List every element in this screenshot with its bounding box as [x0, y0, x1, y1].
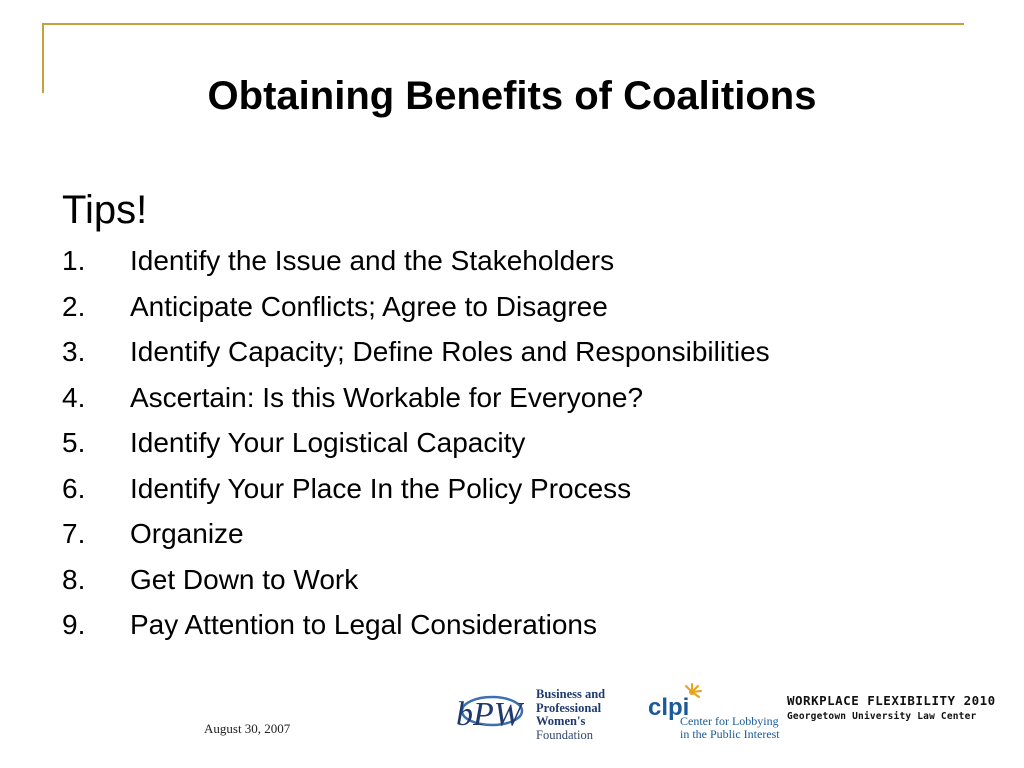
- tips-list: [62, 241, 770, 651]
- list-item: [62, 241, 770, 287]
- workplace-flexibility-logo: [787, 693, 996, 722]
- list-item-text: Ascertain: Is this Workable for Everyone?: [130, 381, 644, 413]
- list-item-number: 4.: [62, 381, 86, 413]
- list-item-number: 6.: [62, 472, 86, 504]
- list-item: [62, 287, 770, 333]
- list-item-number: 3.: [62, 336, 86, 367]
- bpw-logo-mark: bPW: [456, 696, 523, 733]
- list-item-text: Identify Your Logistical Capacity: [130, 427, 526, 458]
- list-item-text: Organize: [130, 518, 244, 549]
- workplace-flexibility-title: WORKPLACE FLEXIBILITY 2010: [787, 693, 996, 708]
- list-item-text: Identify Your Place In the Policy Process: [130, 472, 632, 504]
- list-item: [62, 605, 770, 651]
- clpi-logo-text: [680, 715, 780, 741]
- bpw-line: Foundation: [536, 727, 593, 742]
- list-item-number: 2.: [62, 290, 86, 322]
- list-item-number: 8.: [62, 563, 86, 595]
- list-item: [62, 560, 770, 606]
- list-item-text: Anticipate Conflicts; Agree to Disagree: [130, 290, 608, 322]
- list-item-text: Identify the Issue and the Stakeholders: [130, 245, 615, 276]
- list-item: [62, 469, 770, 515]
- bpw-line: Professional: [536, 700, 602, 715]
- list-item: [62, 378, 770, 424]
- list-item-text: Identify Capacity; Define Roles and Responsibilities: [130, 336, 770, 367]
- footer-date: August 30, 2007: [204, 721, 291, 736]
- bpw-line: Women's: [536, 714, 586, 728]
- slide-subtitle: Tips!: [62, 188, 148, 232]
- frame-top-rule: [42, 23, 964, 25]
- list-item: [62, 332, 770, 378]
- list-item-text: Pay Attention to Legal Considerations: [130, 609, 597, 640]
- list-item-number: 5.: [62, 427, 86, 458]
- bpw-line: Business and: [536, 687, 606, 701]
- list-item-number: 7.: [62, 518, 86, 549]
- list-item: [62, 514, 770, 560]
- list-item-number: 9.: [62, 609, 86, 640]
- list-item-number: 1.: [62, 245, 86, 276]
- clpi-line: Center for Lobbying: [680, 714, 779, 728]
- clpi-line: in the Public Interest: [680, 727, 780, 741]
- list-item-text: Get Down to Work: [130, 563, 359, 595]
- workplace-flexibility-subtitle: Georgetown University Law Center: [787, 711, 977, 722]
- bpw-logo-icon: [452, 689, 524, 733]
- slide-title: Obtaining Benefits of Coalitions: [207, 74, 817, 118]
- list-item: [62, 423, 770, 469]
- bpw-logo-text: [536, 688, 605, 742]
- clpi-logo-mark: clpi: [648, 694, 690, 721]
